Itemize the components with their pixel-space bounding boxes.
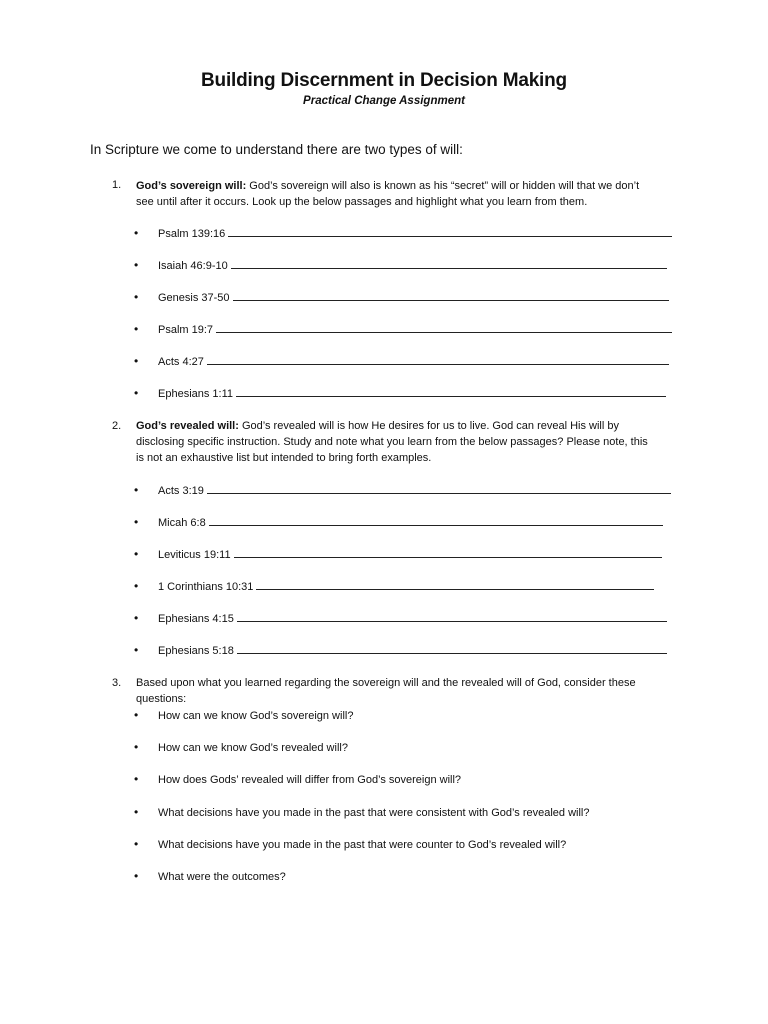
- passage-label: Ephesians 1:11: [158, 388, 234, 400]
- section-2-paragraph: [136, 418, 681, 466]
- section-2-heading: God’s revealed will:: [136, 420, 239, 432]
- list-item: [134, 483, 671, 497]
- list-item: [134, 805, 589, 819]
- bullet-dot: •: [134, 290, 139, 304]
- question-text: What decisions have you made in the past that were counter to God’s revealed will?: [158, 839, 567, 851]
- passage-label: Genesis 37-50: [158, 292, 230, 304]
- answer-blank[interactable]: [234, 547, 662, 558]
- list-item: [134, 226, 672, 240]
- section-1-text-line: see until after it occurs. Look up the below passages and highlight what you learn from them.: [136, 196, 588, 208]
- section-2-text-line: is not an exhaustive list but intended to bring forth examples.: [136, 452, 432, 464]
- list-item: [134, 579, 654, 593]
- passage-label: Micah 6:8: [158, 517, 206, 529]
- list-item: [134, 869, 286, 883]
- bullet-dot: •: [134, 740, 139, 754]
- list-item: [134, 258, 667, 272]
- question-text: How can we know God’s sovereign will?: [158, 710, 354, 722]
- answer-blank[interactable]: [237, 611, 667, 622]
- page-subtitle: Practical Change Assignment: [303, 95, 465, 107]
- section-1-paragraph: [136, 178, 681, 210]
- question-text: How can we know God’s revealed will?: [158, 742, 348, 754]
- section-1-number: 1.: [112, 179, 122, 191]
- bullet-dot: •: [134, 547, 139, 561]
- section-2-text-line: God’s revealed will is how He desires for us to live. God can reveal His will by: [241, 420, 619, 432]
- list-item: [134, 708, 353, 722]
- question-text: What were the outcomes?: [158, 871, 286, 883]
- page-title: Building Discernment in Decision Making: [201, 70, 567, 91]
- list-item: [134, 290, 669, 304]
- list-item: [134, 740, 348, 754]
- bullet-dot: •: [134, 354, 139, 368]
- bullet-dot: •: [134, 386, 139, 400]
- section-3-paragraph: [136, 675, 681, 707]
- bullet-dot: •: [134, 515, 139, 529]
- passage-label: 1 Corinthians 10:31: [158, 581, 254, 593]
- answer-blank[interactable]: [233, 290, 669, 301]
- list-item: [134, 611, 667, 625]
- passage-label: Acts 4:27: [158, 356, 204, 368]
- bullet-dot: •: [134, 322, 139, 336]
- list-item: [134, 837, 566, 851]
- question-text: How does Gods’ revealed will differ from God’s sovereign will?: [158, 774, 462, 786]
- question-text: What decisions have you made in the past that were consistent with God’s revealed will?: [158, 807, 590, 819]
- answer-blank[interactable]: [207, 354, 669, 365]
- section-1-text-line: God’s sovereign will also is known as his “secret” will or hidden will that we don’t: [249, 180, 640, 192]
- passage-label: Psalm 19:7: [158, 324, 214, 336]
- bullet-dot: •: [134, 643, 139, 657]
- list-item: [134, 354, 669, 368]
- section-3-number: 3.: [112, 677, 122, 689]
- list-item: [134, 322, 672, 336]
- answer-blank[interactable]: [237, 643, 667, 654]
- bullet-dot: •: [134, 483, 139, 497]
- bullet-dot: •: [134, 837, 139, 851]
- bullet-dot: •: [134, 708, 139, 722]
- answer-blank[interactable]: [216, 322, 672, 333]
- list-item: [134, 515, 663, 529]
- answer-blank[interactable]: [231, 258, 667, 269]
- bullet-dot: •: [134, 772, 139, 786]
- passage-label: Acts 3:19: [158, 485, 204, 497]
- passage-label: Leviticus 19:11: [158, 549, 231, 561]
- answer-blank[interactable]: [207, 483, 671, 494]
- answer-blank[interactable]: [256, 579, 654, 590]
- passage-label: Isaiah 46:9-10: [158, 260, 228, 272]
- bullet-dot: •: [134, 869, 139, 883]
- passage-label: Ephesians 5:18: [158, 645, 234, 657]
- list-item: [134, 547, 662, 561]
- list-item: [134, 643, 667, 657]
- list-item: [134, 386, 666, 400]
- bullet-dot: •: [134, 226, 139, 240]
- bullet-dot: •: [134, 805, 139, 819]
- bullet-dot: •: [134, 258, 139, 272]
- list-item: [134, 772, 461, 786]
- bullet-dot: •: [134, 611, 139, 625]
- passage-label: Ephesians 4:15: [158, 613, 234, 625]
- bullet-dot: •: [134, 579, 139, 593]
- section-3-text-line: Based upon what you learned regarding the sovereign will and the revealed will of God, consider these: [136, 677, 636, 689]
- answer-blank[interactable]: [228, 226, 672, 237]
- answer-blank[interactable]: [209, 515, 663, 526]
- passage-label: Psalm 139:16: [158, 228, 226, 240]
- section-3-text-line: questions:: [136, 693, 187, 705]
- intro-text: In Scripture we come to understand there are two types of will:: [90, 142, 463, 157]
- section-2-number: 2.: [112, 420, 122, 432]
- answer-blank[interactable]: [236, 386, 666, 397]
- section-1-heading: God’s sovereign will:: [136, 180, 247, 192]
- section-2-text-line: disclosing specific instruction. Study and note what you learn from the below passages? Please note, this: [136, 436, 648, 448]
